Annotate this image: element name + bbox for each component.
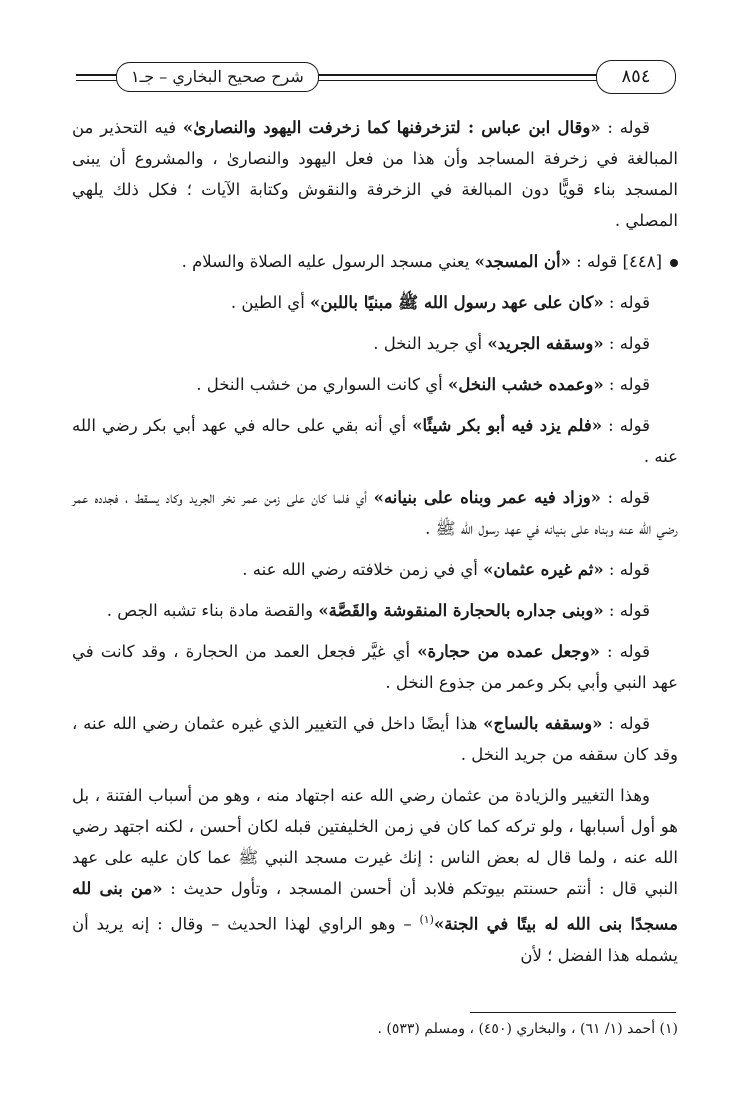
footnote: (١) أحمد (١/ ٦١) ، والبخاري (٤٥٠) ، ومسلم (٥٣٣) . [377, 1021, 678, 1037]
paragraph: قوله : «وسقفه بالساج» هذا أيضًا داخل في التغيير الذي غيره عثمان رضي الله عنه ، وقد كان سقفه من جريد النخل . [72, 714, 678, 764]
bullet-icon [670, 259, 678, 267]
paragraph: قوله : «وسقفه الجريد» أي جريد النخل . [373, 334, 650, 353]
paragraph: قوله : «كان على عهد رسول الله ﷺ مبنيًا باللبن» أي الطين . [230, 293, 650, 312]
paragraph: قوله : «وعمده خشب النخل» أي كانت السواري من خشب النخل . [196, 375, 650, 394]
page-header [76, 60, 676, 96]
paragraph: قوله : «وقال ابن عباس : لتزخرفنها كما زخرفت اليهود والنصارىٰ» فيه التحذير من المبالغة في زخرفة المساجد وأن هذا من فعل اليهود والنصارىٰ ، والمشروع أن يبنى المسجد بناء قويًّا دون المبالغة في الزخرفة والنقوش وكتابة الآيات ؛ فكل ذلك يلهي المصلي . [72, 118, 678, 230]
paragraph: وهذا التغيير والزيادة من عثمان رضي الله عنه اجتهاد منه ، وهو من أسباب الفتنة ، بل هو أول أسبابها ، ولو تركه كما كان في زمن الخليفتين قبله لكان أحسن ، لكنه اجتهد رضي الله عنه ، ولما قال له بعض الناس : إنك غيرت مسجد النبي ﷺ عما كان عليه على عهد النبي قال : أنتم حسنتم بيوتكم فلابد أن أحسن المسجد ، وتأول حديث : «من بنى لله مسجدًا بنى الله له بيتًا في الجنة»$^{(١)}$ – وهو الراوي لهذا الحديث – وقال : إنه يريد أن يشمله هذا الفضل ؛ لأن [72, 786, 678, 965]
paragraph: [٤٤٨] قوله : «أن المسجد» يعني مسجد الرسول عليه الصلاة والسلام . [72, 246, 678, 277]
footnote-divider [470, 1012, 676, 1013]
paragraph: قوله : «وزاد فيه عمر وبناه على بنيانه» أي فلما كان على زمن عمر نخر الجريد وكاد يسقط ، فجدده عمر رضي الله عنه وبناه على بنيانه في عهد رسول الله ﷺ . [72, 488, 678, 538]
footnote-ref: (١) [419, 913, 434, 926]
book-title: شرح صحيح البخاري – جـ١ [116, 62, 319, 92]
paragraph: قوله : «فلم يزد فيه أبو بكر شيئًا» أي أنه بقي على حاله في عهد أبي بكر رضي الله عنه . [72, 416, 678, 466]
paragraph: قوله : «وبنى جداره بالحجارة المنقوشة والقَصَّة» والقصة مادة بناء تشبه الجص . [106, 601, 650, 620]
page-number: ٨٥٤ [596, 60, 676, 94]
page-body [72, 112, 678, 981]
paragraph: قوله : «ثم غيره عثمان» أي في زمن خلافته رضي الله عنه . [242, 560, 650, 579]
paragraph: قوله : «وجعل عمده من حجارة» أي غيَّر فجعل العمد من الحجارة ، وقد كانت في عهد النبي وأبي بكر وعمر من جذوع النخل . [72, 642, 678, 692]
